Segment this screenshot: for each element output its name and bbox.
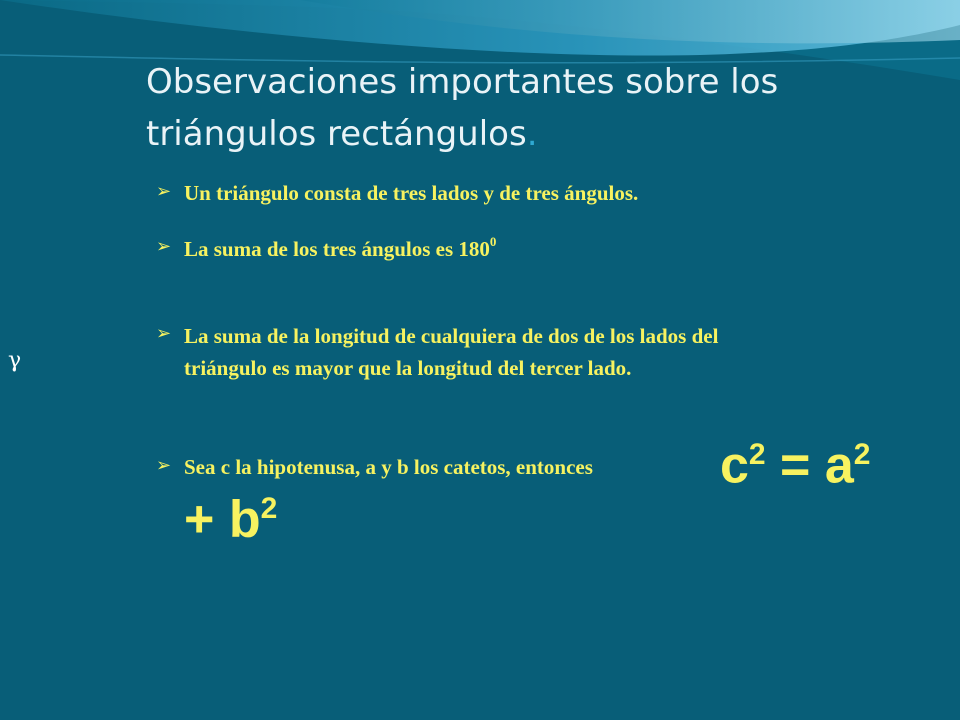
bullet-text-line: triángulo es mayor que la longitud del tercer lado. [184,356,632,380]
pythagorean-formula-part1 [720,427,870,493]
formula-equals-a: = a [765,436,854,495]
formula-exponent: 2 [260,492,278,525]
formula-exponent: 2 [853,438,871,471]
bullet-text [184,236,496,262]
bullet-text: Un triángulo consta de tres lados y de tres ángulos. [184,181,639,205]
degree-superscript: 0 [489,234,497,249]
arrow-bullet-icon: ➢ [156,323,172,344]
formula-exponent: 2 [748,438,766,471]
arrow-bullet-icon: ➢ [156,455,172,476]
bullet-text-main: La suma de los tres ángulos es 180 [184,237,490,261]
slide-title-text: Observaciones importantes sobre los triángulos rectángulos [146,62,779,154]
slide-title [146,56,906,160]
gamma-symbol: γ [8,348,22,373]
formula-plus-b: + b [184,490,261,549]
title-period: . [526,114,538,154]
bullet-text [184,323,718,387]
arrow-bullet-icon: ➢ [156,181,172,202]
arrow-bullet-icon: ➢ [156,236,172,257]
pythagorean-formula-part2 [184,481,277,547]
formula-c: c [720,436,749,495]
bullet-text: Sea c la hipotenusa, a y b los catetos, entonces [184,455,593,479]
bullet-text-line: La suma de la longitud de cualquiera de dos de los lados del [184,324,719,348]
